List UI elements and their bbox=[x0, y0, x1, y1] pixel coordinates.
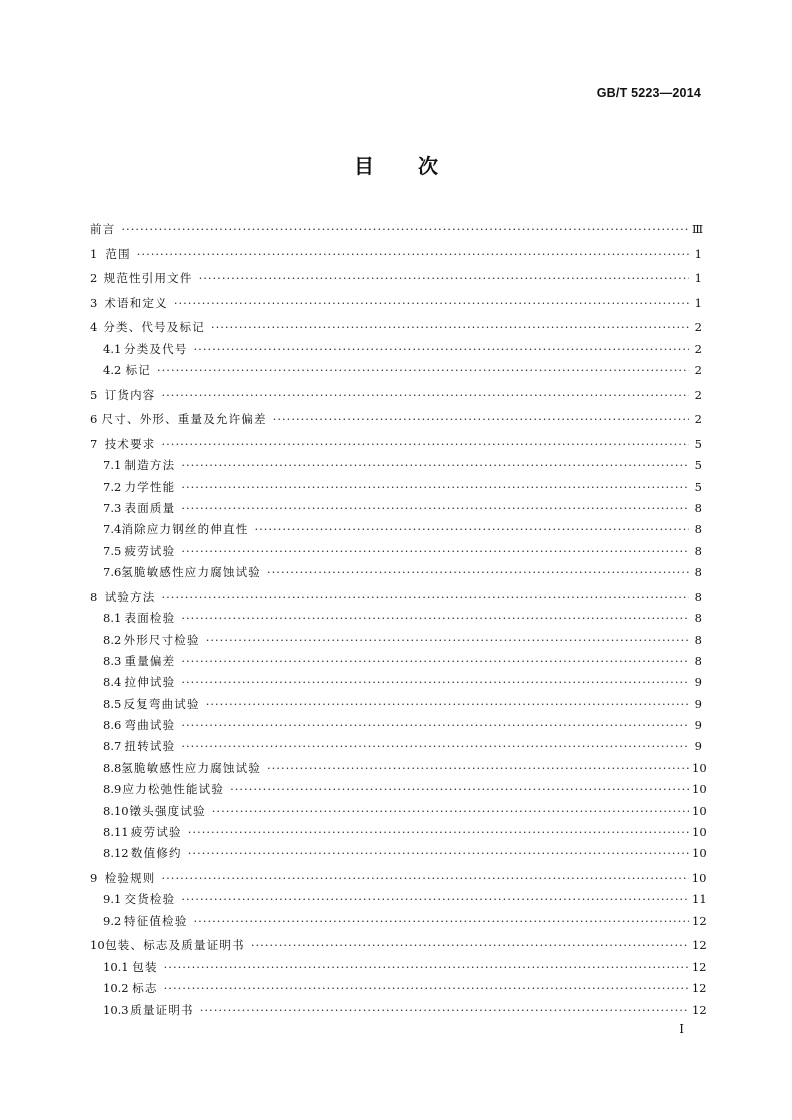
toc-entry[interactable] bbox=[90, 385, 702, 406]
toc-entry[interactable] bbox=[90, 715, 702, 736]
toc-entry-page: 8 bbox=[694, 565, 702, 580]
toc-entry-page: 2 bbox=[694, 412, 702, 427]
toc-entry-label: 氢脆敏感性应力腐蚀试验 bbox=[121, 760, 261, 775]
toc-entry[interactable] bbox=[90, 651, 702, 672]
toc-entry-label: 消除应力钢丝的伸直性 bbox=[121, 522, 249, 537]
toc-entry[interactable] bbox=[90, 779, 707, 800]
toc-entry[interactable] bbox=[90, 360, 702, 381]
toc-entry-page: 8 bbox=[694, 501, 702, 515]
toc-entry-page: 10 bbox=[692, 846, 707, 861]
toc-entry-number: 7.3 bbox=[103, 501, 122, 515]
toc-entry[interactable] bbox=[90, 889, 707, 910]
toc-leader-dots bbox=[188, 822, 689, 843]
toc-entry-number: 4.1 bbox=[103, 341, 122, 356]
toc-entry[interactable] bbox=[90, 219, 702, 240]
toc-entry[interactable] bbox=[90, 630, 702, 651]
toc-entry-number: 7 bbox=[90, 436, 98, 451]
toc-leader-dots bbox=[121, 219, 689, 240]
toc-leader-dots bbox=[157, 360, 689, 381]
toc-entry[interactable] bbox=[90, 736, 702, 757]
toc-entry-label: 规范性引用文件 bbox=[103, 271, 193, 286]
toc-entry-page: 1 bbox=[694, 295, 702, 310]
toc-entry-label: 交货检验 bbox=[124, 892, 176, 907]
toc-entry-number: 10.2 bbox=[103, 981, 129, 996]
toc-entry-page: 5 bbox=[694, 436, 702, 451]
toc-entry-label: 特征值检验 bbox=[124, 913, 188, 928]
toc-entry[interactable] bbox=[90, 935, 707, 956]
toc-leader-dots bbox=[181, 498, 689, 519]
toc-leader-dots bbox=[137, 244, 689, 265]
toc-entry-page: 12 bbox=[692, 913, 707, 928]
toc-entry-number: 8 bbox=[90, 589, 98, 604]
toc-entry[interactable] bbox=[90, 562, 702, 583]
toc-entry-number: 5 bbox=[90, 387, 98, 402]
toc-entry-page: 10 bbox=[692, 782, 707, 797]
toc-entry-page: 8 bbox=[694, 632, 702, 647]
toc-entry[interactable] bbox=[90, 843, 707, 864]
toc-entry[interactable] bbox=[90, 434, 702, 455]
toc-leader-dots bbox=[181, 651, 689, 672]
toc-entry-page: 12 bbox=[691, 981, 707, 996]
toc-entry-label: 质量证明书 bbox=[130, 1002, 194, 1017]
toc-entry-label: 外形尺寸检验 bbox=[123, 632, 200, 647]
toc-entry[interactable] bbox=[90, 317, 702, 338]
toc-leader-dots bbox=[206, 694, 689, 715]
toc-entry-label: 分类、代号及标记 bbox=[103, 320, 205, 335]
toc-entry-number: 3 bbox=[90, 295, 98, 310]
toc-entry[interactable] bbox=[90, 541, 702, 562]
toc-entry-label: 表面质量 bbox=[124, 501, 176, 515]
toc-entry[interactable] bbox=[90, 822, 707, 843]
toc-leader-dots bbox=[174, 293, 689, 314]
toc-leader-dots bbox=[181, 477, 689, 498]
toc-entry-number: 7.1 bbox=[103, 458, 122, 473]
toc-leader-dots bbox=[206, 630, 689, 651]
toc-entry[interactable] bbox=[90, 801, 707, 822]
toc-entry-page: Ⅲ bbox=[692, 222, 704, 236]
toc-entry-number: 8.9 bbox=[103, 782, 122, 797]
toc-leader-dots bbox=[181, 672, 689, 693]
toc-entry-number: 7.5 bbox=[103, 543, 122, 558]
toc-entry-number: 4.2 bbox=[103, 363, 122, 378]
toc-entry[interactable] bbox=[90, 1000, 707, 1021]
toc-entry-page: 12 bbox=[692, 1002, 707, 1017]
toc-entry-label: 氢脆敏感性应力腐蚀试验 bbox=[121, 565, 261, 580]
toc-leader-dots bbox=[254, 519, 689, 540]
toc-entry[interactable] bbox=[90, 694, 702, 715]
toc-entry-number: 9 bbox=[90, 871, 98, 886]
toc-entry-label: 拉伸试验 bbox=[124, 675, 176, 690]
toc-entry-label: 尺寸、外形、重量及允许偏差 bbox=[101, 412, 267, 427]
table-of-contents bbox=[90, 219, 707, 1021]
toc-entry-number: 7.6 bbox=[103, 565, 122, 580]
toc-entry-label: 表面检验 bbox=[124, 611, 176, 626]
toc-entry-label: 镦头强度试验 bbox=[129, 803, 206, 818]
toc-leader-dots bbox=[251, 935, 689, 956]
toc-entry[interactable] bbox=[90, 409, 702, 430]
toc-entry-label: 反复弯曲试验 bbox=[123, 696, 200, 711]
toc-entry-label: 试验方法 bbox=[104, 589, 156, 604]
toc-leader-dots bbox=[181, 889, 689, 910]
toc-entry[interactable] bbox=[90, 268, 702, 289]
toc-entry-label: 数值修约 bbox=[130, 846, 182, 861]
toc-entry-label: 包装、标志及质量证明书 bbox=[105, 938, 245, 953]
toc-entry-page: 5 bbox=[694, 479, 702, 494]
toc-leader-dots bbox=[181, 715, 689, 736]
toc-entry-number: 8.7 bbox=[103, 739, 122, 754]
toc-leader-dots bbox=[194, 339, 689, 360]
toc-leader-dots bbox=[230, 779, 689, 800]
toc-entry-page: 12 bbox=[692, 938, 707, 953]
toc-entry[interactable] bbox=[90, 868, 707, 889]
toc-entry-page: 10 bbox=[691, 871, 707, 886]
toc-leader-dots bbox=[267, 562, 689, 583]
toc-leader-dots bbox=[164, 957, 689, 978]
toc-entry-label: 制造方法 bbox=[124, 458, 176, 473]
toc-entry-label: 疲劳试验 bbox=[130, 825, 182, 840]
toc-entry-label: 应力松弛性能试验 bbox=[122, 782, 225, 797]
toc-entry-number: 4 bbox=[90, 320, 98, 335]
toc-leader-dots bbox=[181, 455, 689, 476]
toc-entry-label: 疲劳试验 bbox=[124, 543, 176, 558]
toc-entry-page: 8 bbox=[694, 543, 702, 558]
toc-leader-dots bbox=[199, 268, 689, 289]
toc-leader-dots bbox=[188, 843, 689, 864]
toc-entry-label: 分类及代号 bbox=[124, 341, 188, 356]
toc-leader-dots bbox=[181, 736, 689, 757]
page-title-part2: 次 bbox=[418, 154, 438, 178]
toc-entry-page: 12 bbox=[691, 959, 707, 974]
toc-entry-label: 范围 bbox=[105, 246, 131, 261]
toc-entry-number: 8.3 bbox=[103, 653, 122, 668]
toc-entry-page: 2 bbox=[694, 363, 702, 378]
toc-entry-page: 9 bbox=[694, 675, 702, 690]
toc-entry[interactable] bbox=[90, 339, 702, 360]
toc-entry-number: 10.3 bbox=[103, 1002, 129, 1017]
toc-entry-page: 10 bbox=[692, 760, 707, 775]
toc-entry-label: 重量偏差 bbox=[124, 653, 176, 668]
toc-entry[interactable] bbox=[90, 978, 707, 999]
toc-entry-label: 术语和定义 bbox=[104, 295, 168, 310]
toc-entry-page: 10 bbox=[692, 825, 707, 840]
toc-entry-page: 9 bbox=[694, 739, 702, 754]
toc-entry-number: 7.4 bbox=[103, 522, 122, 537]
toc-entry-number: 8.10 bbox=[103, 803, 129, 818]
toc-entry-number: 9.1 bbox=[103, 892, 122, 907]
toc-entry-page: 8 bbox=[694, 653, 702, 668]
toc-entry-page: 8 bbox=[694, 522, 702, 537]
toc-entry-page: 10 bbox=[692, 803, 707, 818]
toc-entry-number: 10.1 bbox=[103, 959, 129, 974]
toc-entry[interactable] bbox=[90, 672, 702, 693]
toc-entry[interactable] bbox=[90, 519, 702, 540]
toc-entry-number: 8.5 bbox=[103, 696, 122, 711]
toc-entry-number: 8.1 bbox=[103, 611, 122, 626]
toc-entry-page: 8 bbox=[694, 611, 702, 626]
toc-entry-number: 8.8 bbox=[103, 760, 122, 775]
toc-leader-dots bbox=[273, 409, 689, 430]
toc-entry[interactable] bbox=[90, 455, 702, 476]
toc-entry-label: 标志 bbox=[132, 981, 158, 996]
toc-entry-label: 前言 bbox=[90, 222, 116, 236]
toc-entry[interactable] bbox=[90, 911, 707, 932]
toc-entry-page: 1 bbox=[694, 271, 702, 286]
toc-entry-number: 8.11 bbox=[103, 825, 129, 840]
toc-entry-label: 标记 bbox=[125, 363, 151, 378]
toc-entry-page: 2 bbox=[694, 320, 702, 335]
toc-entry-number: 7.2 bbox=[103, 479, 122, 494]
toc-entry-number: 8.2 bbox=[103, 632, 122, 647]
toc-entry-number: 1 bbox=[90, 246, 98, 261]
page-title bbox=[0, 150, 792, 179]
toc-entry-page: 9 bbox=[694, 696, 702, 711]
toc-entry[interactable] bbox=[90, 758, 707, 779]
toc-entry[interactable] bbox=[90, 293, 702, 314]
toc-entry-label: 弯曲试验 bbox=[124, 718, 176, 733]
toc-entry[interactable] bbox=[90, 244, 702, 265]
toc-leader-dots bbox=[162, 385, 690, 406]
toc-entry-number: 8.4 bbox=[103, 675, 122, 690]
standard-code: GB/T 5223—2014 bbox=[596, 86, 701, 100]
toc-entry-number: 6 bbox=[90, 412, 98, 427]
toc-entry-label: 订货内容 bbox=[104, 387, 156, 402]
toc-leader-dots bbox=[181, 541, 689, 562]
toc-leader-dots bbox=[267, 758, 689, 779]
toc-leader-dots bbox=[162, 434, 690, 455]
toc-leader-dots bbox=[162, 868, 689, 889]
page-title-part1: 目 bbox=[354, 154, 374, 178]
toc-entry-page: 2 bbox=[694, 387, 702, 402]
toc-entry-number: 2 bbox=[90, 271, 98, 286]
toc-leader-dots bbox=[200, 1000, 689, 1021]
toc-entry[interactable] bbox=[90, 587, 702, 608]
toc-leader-dots bbox=[194, 911, 689, 932]
toc-leader-dots bbox=[164, 978, 689, 999]
toc-entry-number: 10 bbox=[90, 938, 105, 953]
toc-entry-page: 5 bbox=[694, 458, 702, 473]
toc-leader-dots bbox=[181, 608, 689, 629]
toc-entry[interactable] bbox=[90, 498, 702, 519]
toc-entry-label: 力学性能 bbox=[124, 479, 176, 494]
toc-entry-number: 9.2 bbox=[103, 913, 122, 928]
toc-entry-page: 8 bbox=[694, 589, 702, 604]
toc-entry-label: 包装 bbox=[132, 959, 158, 974]
page-number: I bbox=[679, 1022, 684, 1036]
toc-entry-page: 2 bbox=[694, 341, 702, 356]
toc-leader-dots bbox=[212, 801, 689, 822]
toc-leader-dots bbox=[211, 317, 689, 338]
toc-entry-label: 检验规则 bbox=[104, 871, 156, 886]
toc-entry[interactable] bbox=[90, 608, 702, 629]
toc-entry-number: 8.6 bbox=[103, 718, 122, 733]
toc-entry-page: 11 bbox=[692, 892, 707, 907]
toc-entry-label: 扭转试验 bbox=[124, 739, 176, 754]
toc-leader-dots bbox=[162, 587, 690, 608]
toc-entry-page: 1 bbox=[694, 246, 702, 261]
toc-entry[interactable] bbox=[90, 957, 707, 978]
toc-entry-label: 技术要求 bbox=[104, 436, 156, 451]
toc-entry-number: 8.12 bbox=[103, 846, 129, 861]
toc-entry[interactable] bbox=[90, 477, 702, 498]
toc-entry-page: 9 bbox=[694, 718, 702, 733]
